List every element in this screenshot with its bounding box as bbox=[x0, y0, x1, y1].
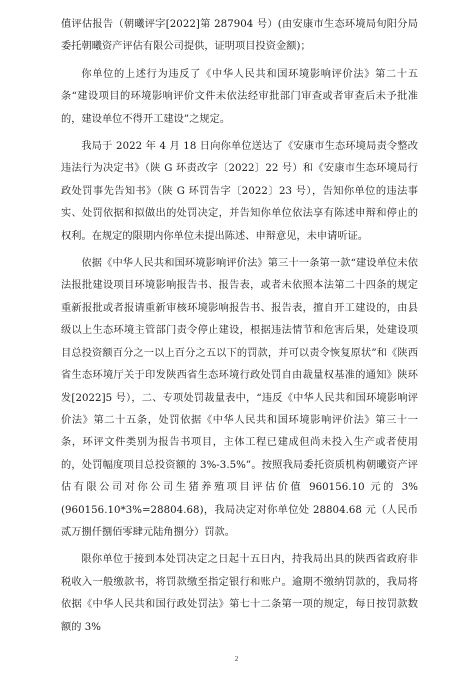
paragraph-payment-deadline: 限你单位于接到本处罚决定之日起十五日内，持我局出具的陕西省政府非税收入一般缴款书，将罚款缴至指定银行和账户。逾期不缴纳罚款的，我局将依据《中华人民共和国行政处罚法》第七十二条第一项的规定，每日按罚款数额的 3% bbox=[61, 554, 418, 633]
document-page bbox=[61, 14, 418, 644]
page-number: 2 bbox=[234, 655, 239, 663]
paragraph-evaluation-report: 值评估报告（朝曦评字[2022]第 287904 号）(由安康市生态环境局旬阳分局委托朝曦资产评估有限公司提供，证明项目投资金额)； bbox=[61, 19, 418, 53]
paragraph-penalty-basis: 依据《中华人民共和国环境影响评价法》第三十一条第一款“建设单位未依法报批建设项目环境影响报告书、报告表，或者未依照本法第二十四条的规定重新报批或者报请重新审核环境影响报告书、报告表，擅自开工建设的，由县级以上生态环境主管部门责令停止建设，根据违法情节和危害后果，处建设项目总投资额百分之一以上百分之五以下的罚款，并可以责令恢复原状”和《陕西省生态环境厅关于印发陕西省生态环境行政处罚自由裁量权基准的通知》陕环发[2022]5 号），二、专项处罚裁量表中，“违反《中华人民共和国环境影响评价法》第二十五条，处罚依据《中华人民共和国环境影响评价法》第三十一条，环评文件类别为报告书项目，主体工程已建成但尚未投入生产或者使用的，处罚幅度项目总投资额的 3%-3.5%”。按照我局委托资质机构朝曦资产评估有限公司对你公司生猪养殖项目评估价值 960156.10 元的 3%(960156.10*3%=28804.68)，我局决定对你单位处 28804.68 元（人民币贰万捌仟捌佰零肆元陆角捌分）罚款。 bbox=[61, 258, 418, 538]
paragraph-violation: 你单位的上述行为违反了《中华人民共和国环境影响评价法》第二十五条“建设项目的环境影响评价文件未依法经审批部门审查或者审查后未予批准的，建设单位不得开工建设”之规定。 bbox=[61, 68, 418, 125]
paragraph-notice-served: 我局于 2022 年 4 月 18 日向你单位送达了《安康市生态环境局责令整改违法行为决定书》（陕 G 环责改字〔2022〕22 号）和《安康市生态环境局行政处罚事先告知书》（陕 G 环罚告字〔2022〕23 号），告知你单位的违法事实、处罚依据和拟做出的处罚决定，并告知你单位依法享有陈述申辩和停止的权利。在规定的限期内你单位未提出陈述、申辩意见，未申请听证。 bbox=[61, 141, 418, 242]
